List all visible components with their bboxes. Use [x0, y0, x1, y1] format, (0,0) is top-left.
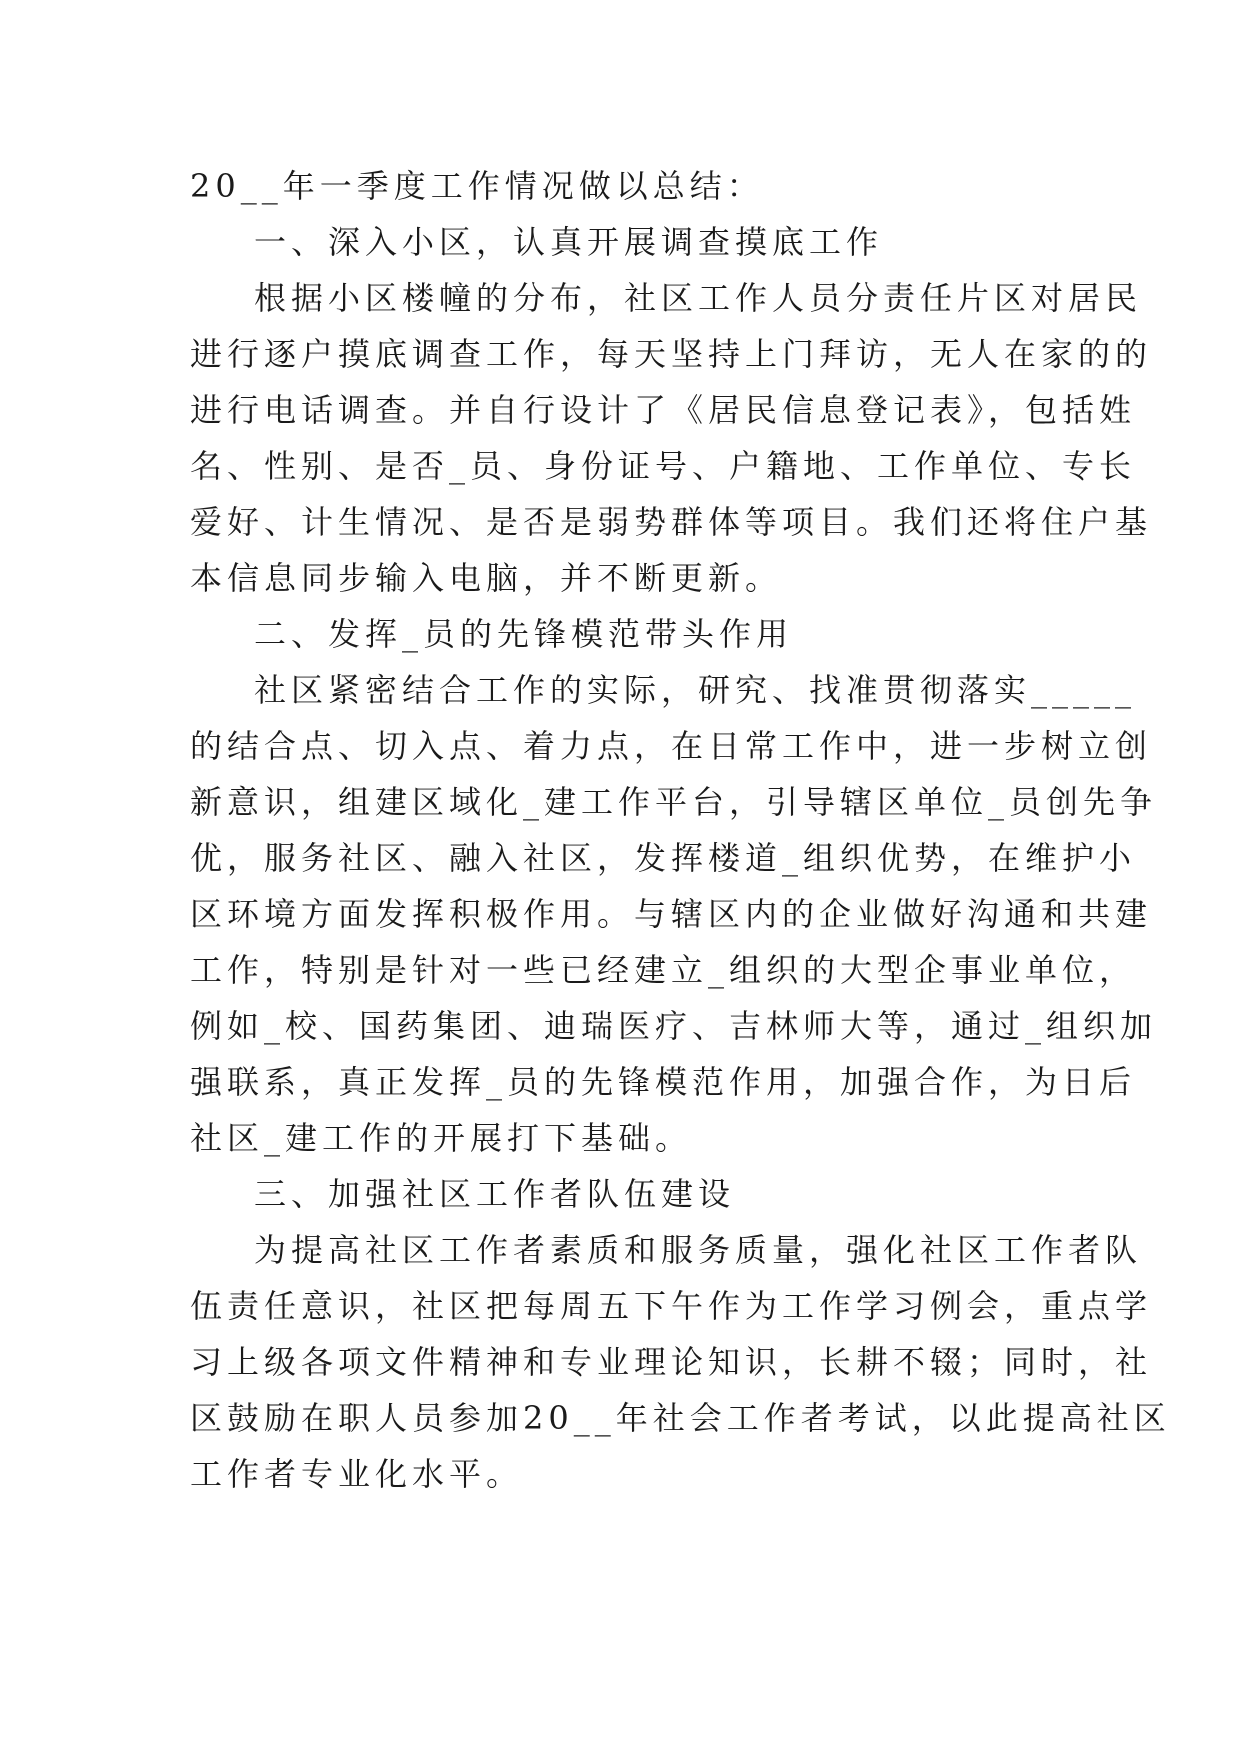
summary-intro-line: 20__年一季度工作情况做以总结： [190, 167, 764, 205]
paragraph-2-line-7: 例如_校、国药集团、迪瑞医疗、吉林师大等，通过_组织加 [190, 1007, 1158, 1045]
paragraph-3-line-3: 习上级各项文件精神和专业理论知识，长耕不辍；同时，社 [190, 1343, 1153, 1381]
section-heading-2: 二、发挥_员的先锋模范带头作用 [254, 615, 794, 653]
paragraph-1-line-3: 进行电话调查。并自行设计了《居民信息登记表》，包括姓 [190, 391, 1137, 429]
paragraph-3-line-1: 为提高社区工作者素质和服务质量，强化社区工作者队 [254, 1231, 1143, 1269]
paragraph-1-line-2: 进行逐户摸底调查工作，每天坚持上门拜访，无人在家的的 [190, 335, 1153, 373]
paragraph-3-line-4: 区鼓励在职人员参加20__年社会工作者考试，以此提高社区 [190, 1399, 1171, 1437]
paragraph-2-line-9: 社区_建工作的开展打下基础。 [190, 1119, 693, 1157]
paragraph-2-line-1: 社区紧密结合工作的实际，研究、找准贯彻落实_____ [254, 671, 1137, 709]
paragraph-3-line-2: 伍责任意识，社区把每周五下午作为工作学习例会，重点学 [190, 1287, 1153, 1325]
section-heading-1: 一、深入小区，认真开展调查摸底工作 [254, 223, 884, 261]
paragraph-2-line-5: 区环境方面发挥积极作用。与辖区内的企业做好沟通和共建 [190, 895, 1153, 933]
paragraph-2-line-3: 新意识，组建区域化_建工作平台，引导辖区单位_员创先争 [190, 783, 1158, 821]
document-body [190, 158, 1171, 1502]
section-heading-3: 三、加强社区工作者队伍建设 [254, 1175, 736, 1213]
paragraph-1-line-6: 本信息同步输入电脑，并不断更新。 [190, 559, 783, 597]
paragraph-3-line-5: 工作者专业化水平。 [190, 1455, 524, 1493]
paragraph-2-line-8: 强联系，真正发挥_员的先锋模范作用，加强合作，为日后 [190, 1063, 1137, 1101]
paragraph-2-line-4: 优，服务社区、融入社区，发挥楼道_组织优势，在维护小 [190, 839, 1137, 877]
paragraph-1-line-5: 爱好、计生情况、是否是弱势群体等项目。我们还将住户基 [190, 503, 1153, 541]
paragraph-2-line-2: 的结合点、切入点、着力点，在日常工作中，进一步树立创 [190, 727, 1153, 765]
paragraph-2-line-6: 工作，特别是针对一些已经建立_组织的大型企事业单位， [190, 951, 1137, 989]
paragraph-1-line-1: 根据小区楼幢的分布，社区工作人员分责任片区对居民 [254, 279, 1143, 317]
paragraph-1-line-4: 名、性别、是否_员、身份证号、户籍地、工作单位、专长 [190, 447, 1137, 485]
